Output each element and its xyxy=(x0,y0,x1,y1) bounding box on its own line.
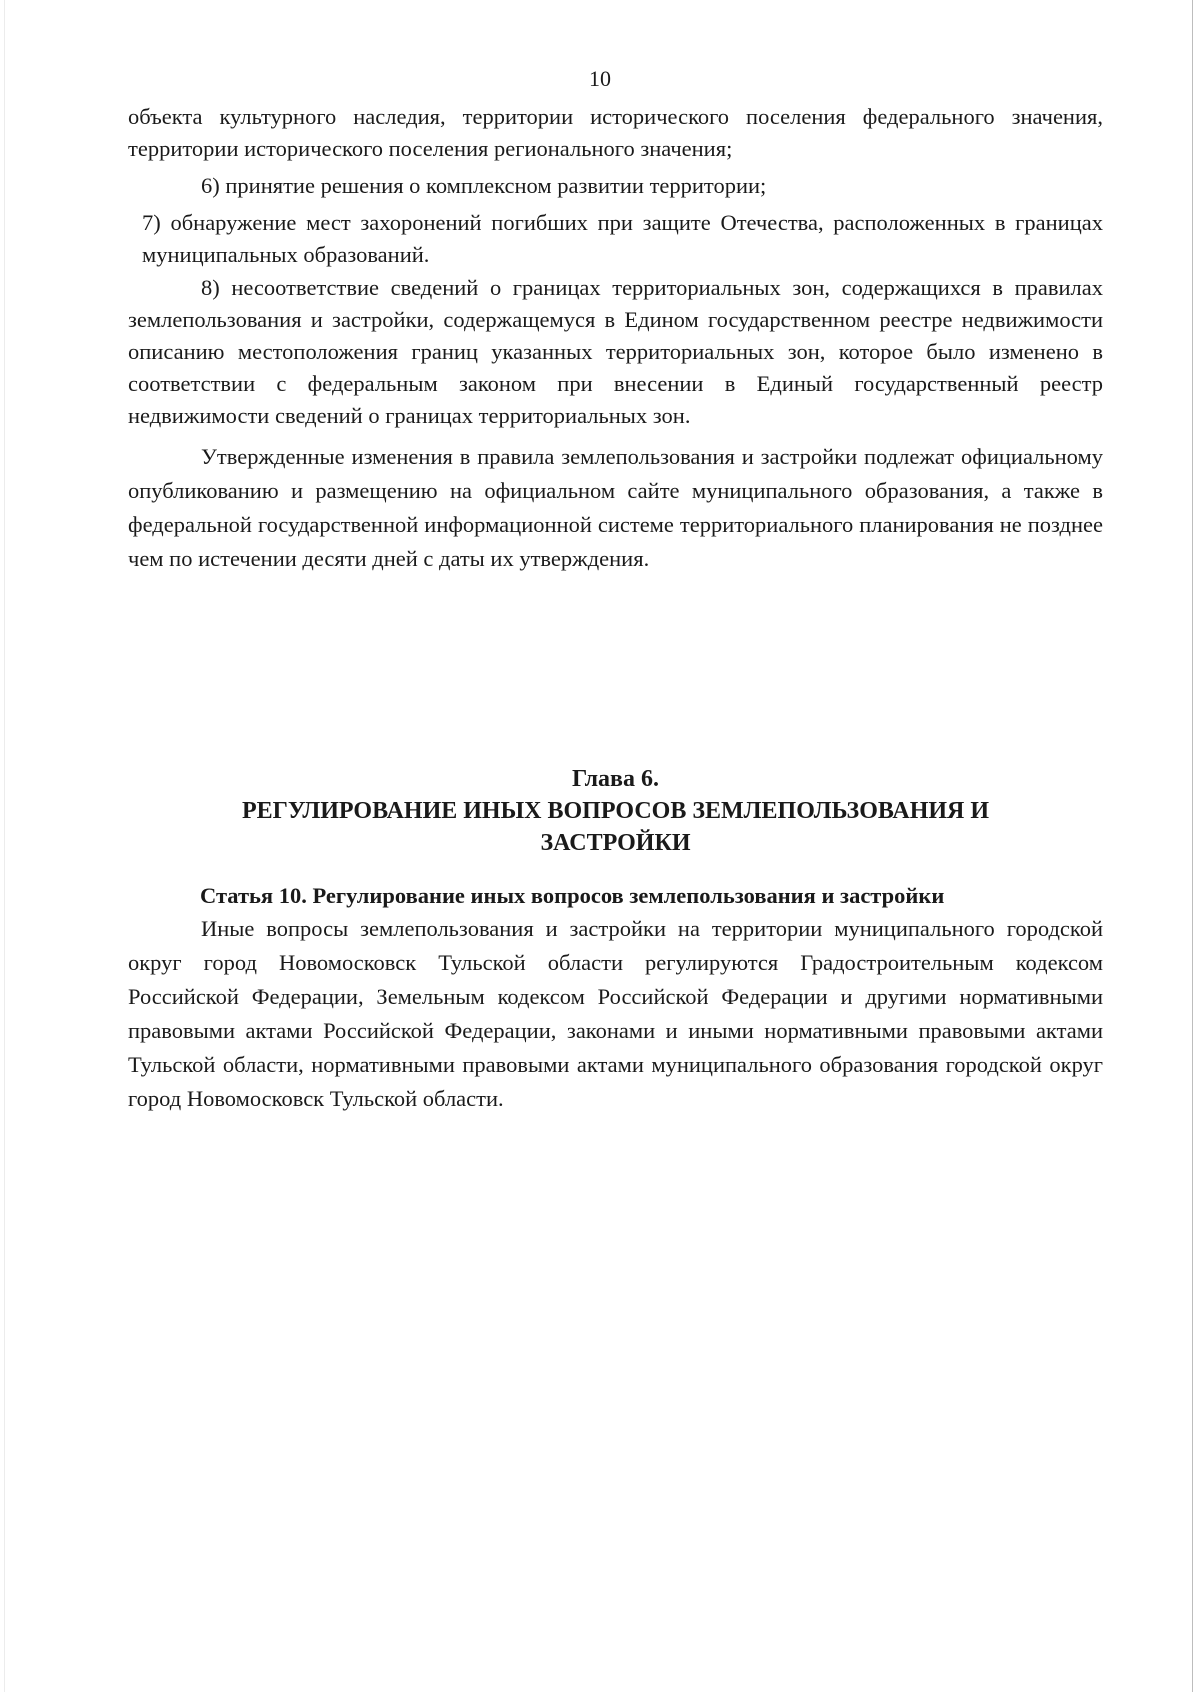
paragraph-text: Утвержденные изменения в правила землепользования и застройки подлежат официальному опубликованию и размещению на официальном сайте муниципального образования, а также в федеральной государственной информационной системе территориального планирования не позднее чем по истечении десяти дней с даты их утверждения. xyxy=(128,444,1103,571)
scan-edge-left xyxy=(4,0,5,1692)
paragraph-text: Иные вопросы землепользования и застройки на территории муниципального городской округ город Новомосковск Тульской области регулируются Градостроительным кодексом Российской Федерации, Земельным кодексом Российской Федерации и другими нормативными правовыми актами Российской Федерации, законами и иными нормативными правовыми актами Тульской области, нормативными правовыми актами муниципального образования городской округ город Новомосковск Тульской области. xyxy=(128,916,1103,1111)
chapter-number: Глава 6. xyxy=(572,766,659,792)
paragraph-continuation xyxy=(128,101,1103,165)
list-item-text: 8) несоответствие сведений о границах территориальных зон, содержащихся в правилах землепользования и застройки, содержащемуся в Едином государственном реестре недвижимости описанию местоположения границ указанных территориальных зон, которое было изменено в соответствии с федеральным законом при внесении в Единый государственный реестр недвижимости сведений о границах территориальных зон. xyxy=(128,275,1103,428)
chapter-title: РЕГУЛИРОВАНИЕ ИНЫХ ВОПРОСОВ ЗЕМЛЕПОЛЬЗОВАНИЯ И ЗАСТРОЙКИ xyxy=(241,798,990,856)
page-number: 10 xyxy=(589,66,611,91)
article-body xyxy=(128,912,1103,1116)
list-item-7 xyxy=(142,207,1103,271)
paragraph-text: объекта культурного наследия, территории исторического поселения федерального значения, территории исторического поселения регионального значения; xyxy=(128,104,1103,161)
list-item-text: 6) принятие решения о комплексном развитии территории; xyxy=(201,173,767,198)
list-item-6 xyxy=(128,170,1103,202)
scan-edge-right xyxy=(1192,0,1193,1692)
list-item-8 xyxy=(128,272,1103,432)
list-item-text: 7) обнаружение мест захоронений погибших при защите Отечества, расположенных в границах муниципальных образований. xyxy=(142,210,1103,267)
paragraph-approved-changes xyxy=(128,440,1103,576)
article-heading: Статья 10. Регулирование иных вопросов землепользования и застройки xyxy=(200,883,945,908)
